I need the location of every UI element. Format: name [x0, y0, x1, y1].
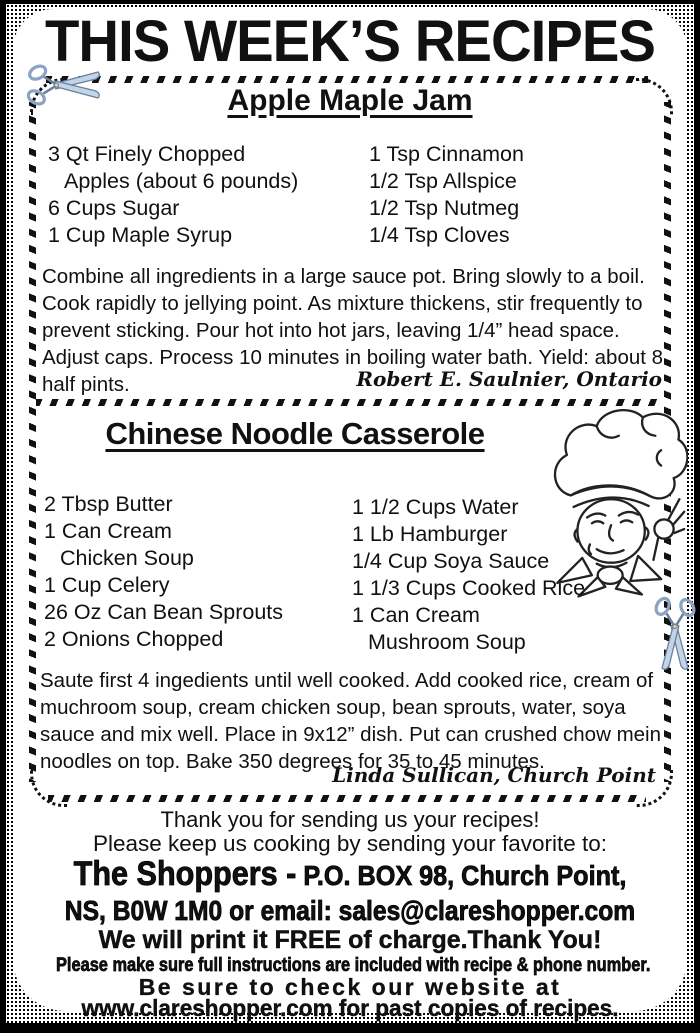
recipe2-instructions: Saute first 4 ingedients until well cooked. Add cooked rice, cream of muchroom soup, cream chicken soup, bean sprouts, water, soya sauce and mix well. Place in 9x12” dish. Put can crushed chow mein noodles on top. Bake 350 degrees for 35 to 45 minutes.	[40, 669, 662, 773]
footer-free-line: We will print it FREE of charge.Thank You!	[98, 926, 602, 954]
dashed-border-bottom	[48, 795, 646, 802]
ingredient-line: 1 Can Cream	[352, 603, 480, 627]
footer-thanks-line: Thank you for sending us your recipes!	[160, 807, 540, 832]
ingredient-line: 2 Onions Chopped	[44, 627, 224, 651]
recipe1-ingredients-left	[48, 141, 298, 249]
ingredient-line: 1 Lb Hamburger	[352, 522, 508, 546]
recipe1-instructions: Combine all ingredients in a large sauce pot. Bring slowly to a boil. Cook rapidly to jellying point. As mixture thickens, stir frequently to prevent sticking. Pour hot into hot jars, leaving 1/4” head space. Adjust caps. Process 10 minutes in boiling water bath. Yield: about 8 half pints.	[42, 265, 664, 396]
ingredient-line: 3 Qt Finely Chopped	[48, 142, 246, 166]
ingredient-line: 26 Oz Can Bean Sprouts	[44, 600, 284, 624]
ingredient-line: 1 Cup Celery	[44, 573, 170, 597]
page-title: THIS WEEK’S RECIPES	[45, 9, 655, 74]
ingredient-line: Chicken Soup	[60, 546, 194, 570]
ingredient-line: Mushroom Soup	[368, 630, 526, 654]
recipe1-title: Apple Maple Jam	[227, 84, 473, 117]
ingredient-line: 1 Tsp Cinnamon	[369, 142, 524, 166]
ingredient-line: 1/2 Tsp Nutmeg	[369, 196, 520, 220]
ingredient-line: 6 Cups Sugar	[48, 196, 180, 220]
recipe2-ingredients-right	[352, 494, 585, 656]
shoppers-name: The Shoppers -	[73, 855, 297, 893]
ingredient-line: Apples (about 6 pounds)	[64, 169, 299, 193]
ingredient-line: 1 1/2 Cups Water	[352, 495, 519, 519]
dashed-border-left	[29, 102, 36, 782]
recipe2-title: Chinese Noodle Casserole	[105, 416, 485, 451]
ingredient-line: 1/2 Tsp Allspice	[369, 169, 517, 193]
ingredient-line: 2 Tbsp Butter	[44, 492, 173, 516]
recipe1-ingredients-right	[369, 141, 524, 249]
recipe1-attribution: Robert E. Saulnier, Ontario	[356, 367, 662, 391]
shoppers-address: P.O. BOX 98, Church Point,	[296, 860, 627, 891]
recipe2-ingredients-left	[44, 491, 283, 653]
footer-email-line: NS, B0W 1M0 or email: sales@clareshopper.com	[64, 895, 636, 926]
ingredient-line: 1/4 Tsp Cloves	[369, 223, 510, 247]
footer-website-url-line: www.clareshopper.com for past copies of recipes.	[81, 995, 619, 1021]
ingredient-line: 1/4 Cup Soya Sauce	[352, 549, 550, 573]
footer-instructions-note: Please make sure full instructions are included with recipe & phone number.	[56, 954, 651, 976]
ingredient-line: 1 Can Cream	[44, 519, 172, 543]
ingredient-line: 1 1/3 Cups Cooked Rice	[352, 576, 586, 600]
footer-keep-cooking-line: Please keep us cooking by sending your favorite to:	[92, 831, 608, 856]
ingredient-line: 1 Cup Maple Syrup	[48, 223, 233, 247]
recipe2-attribution: Linda Sullican, Church Point	[332, 763, 656, 787]
footer-address-line	[35, 855, 665, 894]
footer-website-line: Be sure to check our website at	[138, 974, 562, 1000]
dashed-border-top	[46, 76, 648, 83]
